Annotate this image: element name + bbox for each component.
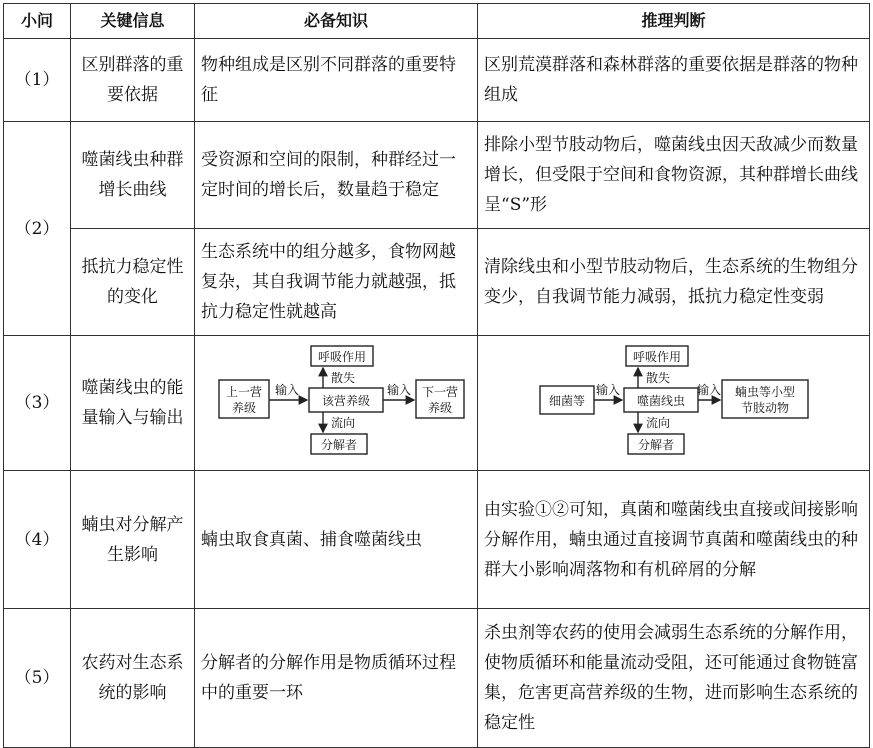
key-info: 抵抗力稳定性的变化 [71,229,195,336]
respiration-label: 呼吸作用 [317,350,367,364]
prev-level-line2: 养级 [231,401,257,415]
table-row [4,336,870,471]
current-level-label: 该营养级 [321,394,371,408]
flow-to-label: 流向 [645,416,671,430]
question-number: （3） [4,336,71,471]
reasoning-text: 区别荒漠群落和森林群落的重要依据是群落的物种组成 [478,39,870,122]
nematode-label: 噬菌线虫 [636,394,686,408]
reasoning-text: 排除小型节肢动物后，噬菌线虫因天敌减少而数量增长，但受限于空间和食物资源，其种群增长曲线呈“S”形 [478,122,870,229]
output-label: 输入 [696,383,722,397]
energy-diagram-1-cell [195,336,478,471]
decomposer-label: 分解者 [637,438,675,452]
question-number: （4） [4,471,71,609]
next-level-line2: 养级 [427,401,453,415]
next-level-line1: 下一营 [421,385,459,399]
energy-flow-diagram-2 [478,336,870,460]
energy-diagram-2-cell [478,336,870,471]
key-info: 噬菌线虫种群增长曲线 [71,122,195,229]
header-row [4,4,870,39]
key-info: 农药对生态系统的影响 [71,609,195,748]
dissipate-label: 散失 [330,371,356,385]
table-row [4,229,870,336]
table-row [4,122,870,229]
arthropod-line1: 蝻虫等小型 [734,385,796,399]
knowledge-text: 物种组成是区别不同群落的重要特征 [195,39,478,122]
knowledge-text: 分解者的分解作用是物质循环过程中的重要一环 [195,609,478,748]
table-row [4,39,870,122]
decomposer-label: 分解者 [320,438,358,452]
reasoning-text: 由实验①②可知，真菌和噬菌线虫直接或间接影响分解作用，蝻虫通过直接调节真菌和噬菌线虫的种群大小影响凋落物和有机碎屑的分解 [478,471,870,609]
question-number: （1） [4,39,71,122]
prev-level-line1: 上一营 [225,385,263,399]
header-question: 小问 [4,4,71,39]
table-row [4,609,870,748]
output-label: 输入 [386,383,412,397]
key-info: 蝻虫对分解产生影响 [71,471,195,609]
header-knowledge: 必备知识 [195,4,478,39]
key-info: 噬菌线虫的能量输入与输出 [71,336,195,471]
input-label: 输入 [274,383,300,397]
analysis-table [3,3,869,740]
knowledge-text: 受资源和空间的限制，种群经过一定时间的增长后，数量趋于稳定 [195,122,478,229]
key-info: 区别群落的重要依据 [71,39,195,122]
header-reasoning: 推理判断 [478,4,870,39]
arthropod-line2: 节肢动物 [740,401,790,415]
reasoning-text: 杀虫剂等农药的使用会减弱生态系统的分解作用，使物质循环和能量流动受阻，还可能通过食物链富集，危害更高营养级的生物，进而影响生态系统的稳定性 [478,609,870,748]
dissipate-label: 散失 [645,371,671,385]
knowledge-text: 生态系统中的组分越多，食物网越复杂，其自我调节能力就越强，抵抗力稳定性就越高 [195,229,478,336]
energy-flow-diagram-1 [195,336,478,460]
knowledge-text: 蝻虫取食真菌、捕食噬菌线虫 [195,471,478,609]
respiration-label: 呼吸作用 [632,350,682,364]
table-row [4,471,870,609]
flow-to-label: 流向 [330,416,356,430]
header-key-info: 关键信息 [71,4,195,39]
input-label: 输入 [595,383,621,397]
reasoning-text: 清除线虫和小型节肢动物后，生态系统的生物组分变少，自我调节能力减弱，抵抗力稳定性变弱 [478,229,870,336]
question-number: （2） [4,122,71,336]
question-number: （5） [4,609,71,748]
bacteria-label: 细菌等 [548,394,586,408]
